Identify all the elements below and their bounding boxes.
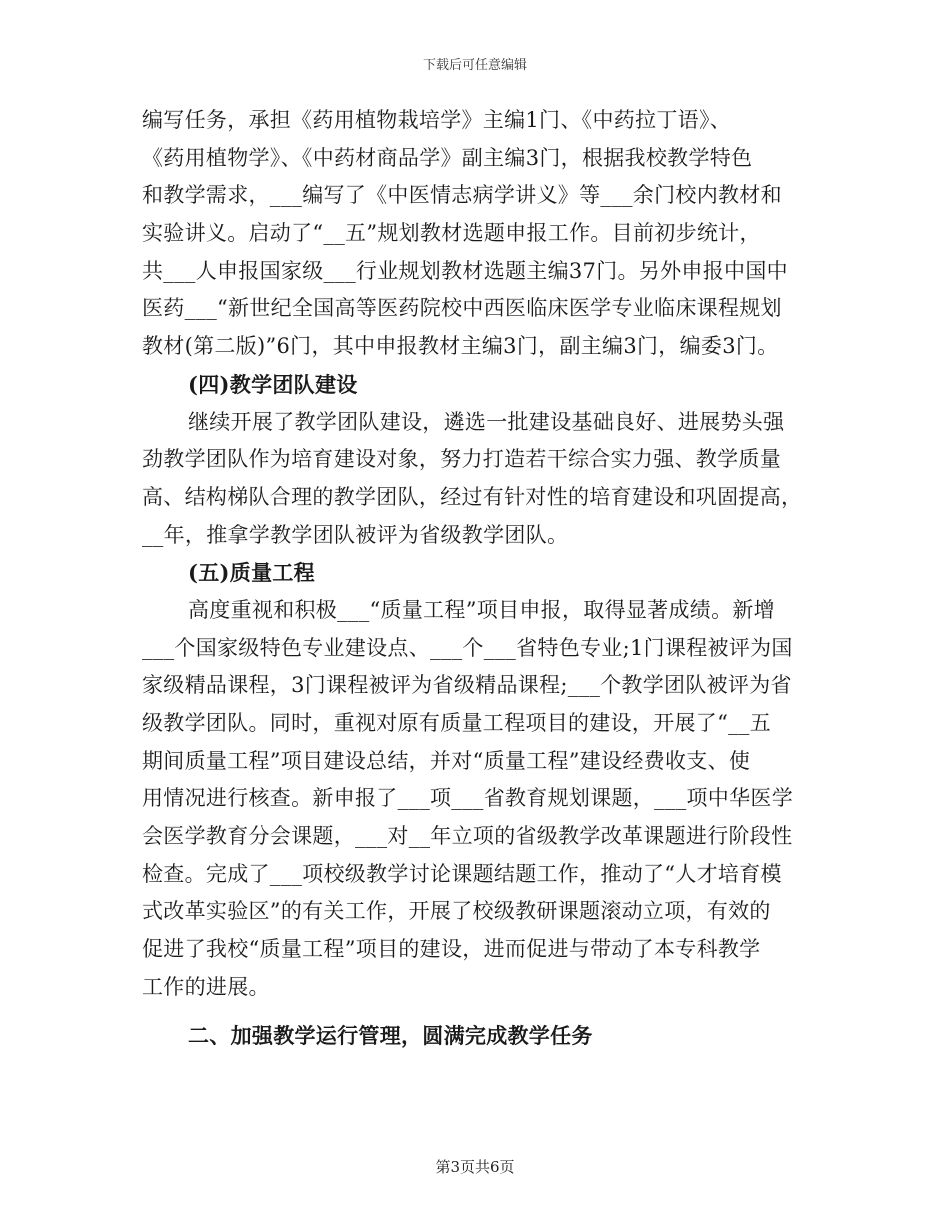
text-line: 教材(第二版)”6门，其中申报教材主编3门，副主编3门，编委3门。 [142, 334, 779, 359]
subheading-quality-project: (五)质量工程 [188, 560, 315, 586]
text-line: 共___人申报国家级___行业规划教材选题主编37门。另外申报中国中 [142, 258, 788, 283]
paragraph-textbook-tasks [142, 102, 822, 366]
text-line: 级教学团队。同时，重视对原有质量工程项目的建设，开展了“__五 [142, 711, 772, 735]
text-line: ___个国家级特色专业建设点、___个___省特色专业;1门课程被评为国 [142, 635, 793, 660]
subheading-teaching-team: (四)教学团队建设 [188, 371, 358, 397]
page-header: 下载后可任意编辑 [422, 58, 527, 73]
paragraph-teaching-team [142, 404, 822, 555]
section-heading: 二、加强教学运行管理，圆满完成教学任务 [188, 1022, 593, 1048]
text-line: __年，推拿学教学团队被评为省级教学团队。 [142, 522, 569, 547]
text-line: 家级精品课程，3门课程被评为省级精品课程;___个教学团队被评为省 [142, 673, 792, 698]
text-line: 式改革实验区”的有关工作，开展了校级教研课题滚动立项，有效的 [142, 899, 771, 924]
text-line: 用情况进行核查。新申报了___项___省教育规划课题，___项中华医学 [142, 786, 793, 811]
text-line: 继续开展了教学团队建设，遴选一批建设基础良好、进展势头强 [188, 409, 785, 434]
page-number: 第3页共6页 [435, 1158, 515, 1176]
document-body [142, 102, 822, 1054]
text-line: 会医学教育分会课题，___对__年立项的省级教学改革课题进行阶段性 [142, 824, 793, 849]
text-line: 编写任务，承担《药用植物栽培学》主编1门、《中药拉丁语》、 [142, 108, 732, 132]
text-line: 医药___“新世纪全国高等医药院校中西医临床医学专业临床课程规划 [142, 296, 782, 321]
text-line: 高、结构梯队合理的教学团队，经过有针对性的培育建设和巩固提高， [142, 484, 803, 509]
text-line: 促进了我校“质量工程”项目的建设，进而促进与带动了本专科教学 [142, 937, 761, 962]
text-line: 《药用植物学》、《中药材商品学》副主编3门，根据我校教学特色 [142, 145, 753, 170]
paragraph-quality-project [142, 592, 822, 1007]
text-line: 高度重视和积极___“质量工程”项目申报，取得显著成绩。新增 [188, 597, 775, 622]
text-line: 检查。完成了___项校级教学讨论课题结题工作，推动了“人才培育模 [142, 861, 782, 886]
text-line: 和教学需求，___编写了《中医情志病学讲义》等___余门校内教材和 [142, 183, 782, 208]
text-line: 期间质量工程”项目建设总结，并对“质量工程”建设经费收支、使 [142, 748, 751, 773]
text-line: 劲教学团队作为培育建设对象，努力打造若干综合实力强、教学质量 [142, 447, 781, 472]
text-line: 实验讲义。启动了“__五”规划教材选题申报工作。目前初步统计， [142, 221, 761, 246]
text-line: 工作的进展。 [142, 974, 270, 999]
